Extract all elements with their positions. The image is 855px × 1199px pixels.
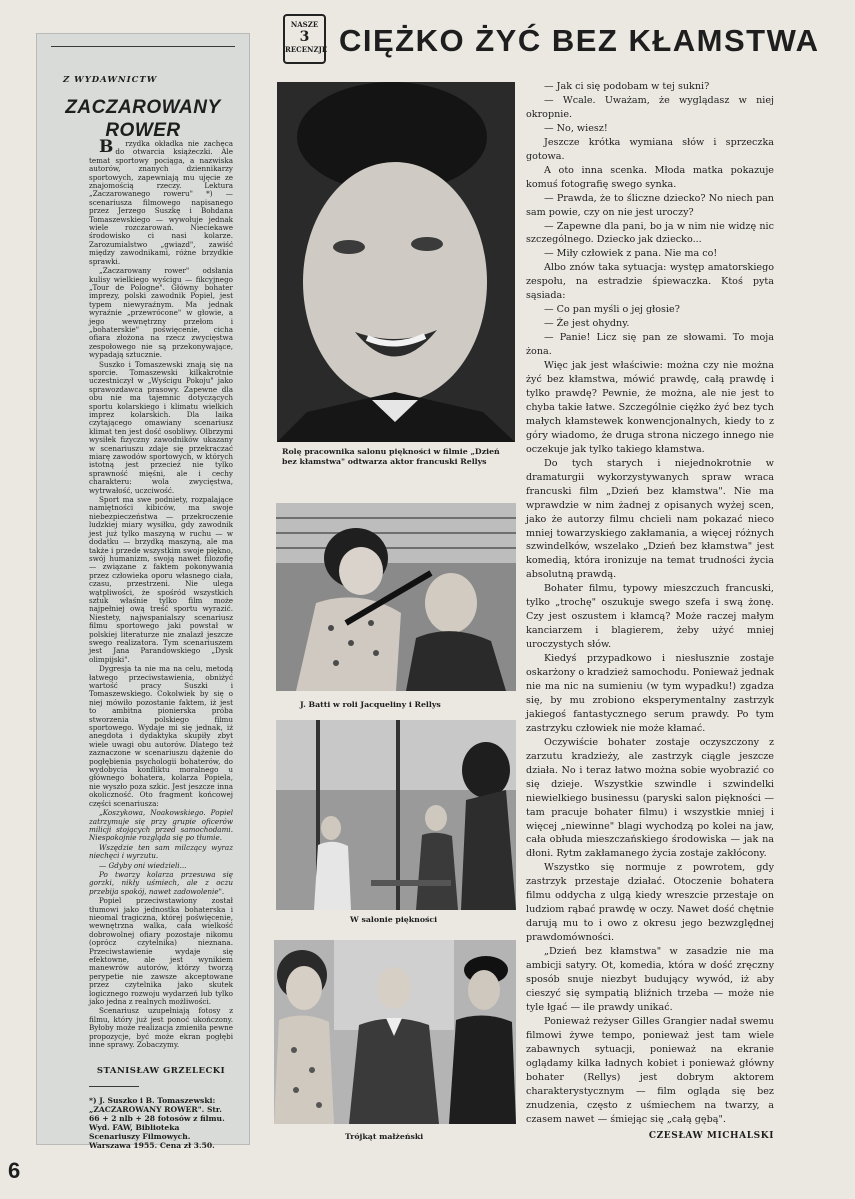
article-paragraph: — Że jest ohydny. (544, 318, 630, 330)
review-body (89, 137, 233, 1050)
article-paragraph: Więc jak jest właściwie: można czy nie można żyć bez kłamstwa, mówić prawdę, całą prawdę i tylko prawdę? Pewnie, że można, ale nie jest to chyba takie łatwe. Szczególnie ciężko żyć bez tych małych kłamstewek konwencjonalnych, kiedy to z góry wiadomo, że druga strona niczego innego nie oczekuje jak tylko takiego kłamstwa. (526, 360, 774, 455)
logo-number: 3 (299, 29, 310, 45)
review-paragraph: Brzydka okładka nie zachęca do otwarcia książeczki. Ale temat sportowy pociąga, a nazwiska autorów, znanych dziennikarzy sportowych, zapewniają mu ujęcie ze znajomością rzeczy. Lektura „Zaczarowanego roweru" *) — scenariusza filmowego napisanego przez Jerzego Suszkę i Bohdana Tomaszewskiego — wywołuje jednak wiele rozczarowań. Nieciekawe środowisko ci nasi kolarze. Zarozumialstwo „gwiazd", zawiść między zawodnikami, różne brzydkie sprawki. (89, 137, 233, 266)
article-paragraph: Bohater filmu, typowy mieszczuch francuski, tylko „trochę" oszukuje swego szefa i swą żonę. Czy jest oszustem i kłamcą? Może raczej małym kanciarzem i blagierem, żeby użyć mniej uroczystych słów. (526, 583, 774, 651)
sidebar-review (36, 33, 250, 1150)
article-paragraph: — Jak ci się podobam w tej sukni? (544, 81, 710, 92)
article-paragraph: — Zapewne dla pani, bo ja w nim nie widzę nic szczególnego. Dziecko jak dziecko... (526, 220, 774, 246)
review-paragraph: Scenariusz uzupełniają fotosy z filmu, który już jest ponoć ukończony. Byłoby może realizacja zmieniła pewne propozycje, być może ekran pogłębi inne sprawy. Zobaczymy. (89, 1006, 233, 1050)
review-signature: STANISŁAW GRZELECKI (96, 1066, 226, 1076)
review-paragraph: Popiel przeciwstawiony został tłumowi jako jednostka bohaterska i nieomal tragiczna, której poświęcenie, wewnętrzna walka, cała wielkość dobrowolnej ofiary pozostaje nikomu (oprócz czytelnika) nieznana. Przeciwstawienie wydaje się efektowne, ale jest wynikiem manewrów autorów, którzy tworzą perypetie nie zawsze akceptowane przez czytelnika jako skutek logicznego rozwoju wydarzeń lub tylko jako jedna z realnych możliwości. (89, 896, 233, 1007)
article-paragraph: Kiedyś przypadkowo i niesłusznie zostaje oskarżony o kradzież samochodu. Ponieważ jednak nie ma nic na sumieniu (w tym wypadku!) zgadza się, by mu zrobiono eksperymentalny zastrzyk jakiegoś fantastycznego serum prawdy. Po tym zastrzyku człowiek nie może kłamać. (526, 653, 774, 734)
logo-top-text: NASZE (290, 20, 319, 29)
photo-rellys-portrait (277, 82, 515, 442)
footnote-rule (89, 1086, 139, 1087)
article-signature: CZESŁAW MICHALSKI (648, 1131, 774, 1142)
article-headline: CIĘŻKO ŻYĆ BEZ KŁAMSTWA (339, 23, 820, 58)
review-paragraph: Suszko i Tomaszewski znają się na sporcie. Tomaszewski kilkakrotnie uczestniczył w „Wyścigu Pokoju" jako sprawozdawca prasowy. Zapewne dla obu nie ma tajemnic dotyczących sportu kolarskiego i klimatu wielkich imprez kolarskich. Dla laika czytającego omawiany scenariusz klimat ten jest dość osobliwy. Olbrzymi wysiłek fizyczny zawodników ukazany w scenariuszu zdaje się przekraczać miarę zawodów sportowych, w których istotną jest przecież nie tylko sprawność mięśni, ale i cechy charakteru: wola zwycięstwa, wytrwałość, uczciwość. (89, 359, 233, 495)
caption-triangle: Trójkąt małżeński (345, 1132, 424, 1141)
recenzje-logo (283, 14, 326, 64)
review-paragraph: Po twarzy kolarza przesuwa się gorzki, nikły uśmiech, ale z oczu przebija spokój, nawet zadowolenie". (89, 869, 233, 896)
article-paragraph: Jeszcze krótka wymiana słów i sprzeczka gotowa. (526, 136, 774, 162)
review-paragraph: Dygresja ta nie ma na celu, metodą łatwego przeciwstawienia, obniżyć wartość pracy Suszki i Tomaszewskiego. Cokolwiek by się o niej mówiło pozostanie faktem, iż jest to ambitna pionierska próba stworzenia polskiego filmu sportowego. Wydaje mi się jednak, iż anegdota i dydaktyka skupiły zbyt wiele uwagi obu autorów. Dlatego też zaznaczone w scenariuszu dążenie do pogłębienia psychologii bohaterów, do wydobycia konfliktu moralnego u głównego bohatera, kolarza Popiela, nie wyszło poza szkic. Jest jeszcze inna okoliczność. Oto fragment końcowej części scenariusza: (89, 664, 233, 808)
review-paragraph: Wszędzie ten sam milczący wyraz niechęci i wyrzutu. (89, 842, 233, 861)
article-paragraph: Do tych starych i niejednokrotnie w dramaturgii wykorzystywanych spraw wraca francuski film „Dzień bez kłamstwa". Nie ma wprawdzie w nim żadnej z opisanych wyżej scen, jako że autorzy filmu chcieli nam pokazać nieco mniej towarzyskiego zakłamania, a więcej różnych szwindelków, wszelako „Dzień bez kłamstwa" jest komedią, która ironizuje na temat trudności życia absolutną prawdą. (526, 457, 774, 581)
article-paragraph: — Prawda, że to śliczne dziecko? No niech pan sam powie, czy on nie jest uroczy? (526, 192, 774, 218)
article-paragraph: — Wcale. Uważam, że wyglądasz w niej okropnie. (526, 94, 774, 120)
article-paragraph: — Co pan myśli o jej głosie? (544, 304, 680, 316)
review-paragraph: — Gdyby oni wiedzieli... (99, 860, 187, 870)
review-paragraph: „Koszykowa, Noakowskiego. Popiel zatrzymuje się przy grupie oficerów milicji stojących przed samochodami. Niespokojnie rozgląda się po tłumie. (89, 808, 233, 843)
article-paragraph: — Panie! Licz się pan ze słowami. To moja żona. (526, 332, 774, 358)
logo-bottom-text: RECENZJE (285, 45, 328, 54)
review-title: ZACZAROWANY ROWER (65, 97, 221, 141)
article-column (526, 80, 774, 1144)
caption-batti-rellys: J. Batti w roli Jacqueliny i Rellys (300, 700, 441, 709)
article-paragraph: Wszystko się normuje z powrotem, gdy zastrzyk przestaje działać. Otoczenie bohatera filmu oddycha z ulgą kiedy wreszcie przestaje on ludziom rąbać prawdę w oczy. Nawet dość chętnie darują mu to i owo z okresu jego bezwzględnej prawdomówności. (526, 862, 774, 944)
caption-portrait: Rolę pracownika salonu piękności w filmie „Dzień bez kłamstwa" odtwarza aktor francuski Rellys (282, 447, 500, 466)
article-paragraph: „Dzień bez kłamstwa" w zasadzie nie ma ambicji satyry. Ot, komedia, która w dość zręczny sposób snuje niezbyt budujący wywód, iż aby cieszyć się sympatią bliźnich trzeba — może nie tyle łgać — ile prawdy unikać. (526, 946, 774, 1013)
article-paragraph: Oczywiście bohater zostaje oczyszczony z zarzutu kradzieży, ale zastrzyk ciągle jeszcze działa. No i teraz łatwo można sobie wyobrazić co się dzieje. Wszystkie szwindle i szwindelki niewielkiego businessu (paryski salon piękności — tam pracuje bohater filmu) i wszystkie mniej i więcej „niewinne" blagi wychodzą po kolei na jaw, cała obłuda mieszczańskiego środowiska — jak na dłoni. Rytm zakłamanego życia zostaje zakłócony. (526, 736, 774, 860)
article-paragraph: Ponieważ reżyser Gilles Grangier nadał swemu filmowi żywe tempo, ponieważ jest tam wiele zabawnych sytuacji, ponieważ na ekranie oglądamy kilka ładnych kobiet i ponieważ główny bohater (Rellys) jest dobrym aktorem charakterystycznym — film ogląda się bez znudzenia, często z uśmiechem na twarzy, a czasem nawet — śmiejąc się „całą gębą". (526, 1015, 774, 1125)
article-paragraph: — Miły człowiek z pana. Nie ma co! (544, 248, 718, 260)
article-paragraph: A oto inna scenka. Młoda matka pokazuje komuś fotografię swego synka. (526, 164, 774, 190)
caption-salon: W salonie piękności (350, 915, 438, 924)
article-paragraph: — No, wiesz! (544, 122, 608, 134)
review-paragraph: „Zaczarowany rower" odsłania kulisy wielkiego wyścigu — fikcyjnego „Tour de Pologne". Główny bohater imprezy, polski zawodnik Popiel, jest typem niewyraźnym. Ma jednak wyraźnie „przewrócone" w głowie, a jego wewnętrzny przełom i „bohaterskie" poświęcenie, cicha ofiara złożona na rzecz zwycięstwa zespołowego nie są przekonywające, wypadają sztucznie. (89, 266, 233, 360)
photo-salon (276, 720, 516, 910)
section-kicker: Z WYDAWNICTW (63, 75, 158, 85)
photo-batti-rellys (276, 503, 516, 691)
top-rule (51, 46, 235, 47)
article-paragraph: Albo znów taka sytuacja: występ amatorskiego zespołu, na estradzie śpiewaczka. Ktoś pyta sąsiada: (526, 262, 774, 302)
photo-triangle (274, 940, 516, 1124)
footnote: *) J. Suszko i B. Tomaszewski: „ZACZAROWANY ROWER". Str. 66 + 2 nlb + 28 fotosów z filmu. Wyd. FAW, Biblioteka Scenariuszy Filmowych. Warszawa 1955. Cena zł 3.50. (89, 1096, 225, 1150)
review-paragraph: Sport ma swe podniety, rozpalające namiętności kibiców, ma swoje niebezpieczeństwa — przekroczenie ludzkiej miary wysiłku, gdy zawodnik jest już tylko maszyną w ruchu — w dodatku — brzydką maszyną, ale ma także i przede wszystkim swoje piękno, swój humanizm, swoją nawet filozofię — związane z faktem pokonywania przez człowieka oporu własnego ciała, czasu, przestrzeni. Nie ulega wątpliwości, że spośród wszystkich sztuk właśnie tylko film może najpełniej ową treść sportu wyrazić. Niestety, najwspanialszy scenariusz filmu sportowego jaki powstał w polskiej literaturze nie znalazł jeszcze swego realizatora. Tym scenariuszem jest Jana Parandowskiego „Dysk olimpijski". (89, 495, 233, 664)
page-number: 6 (8, 1158, 21, 1183)
